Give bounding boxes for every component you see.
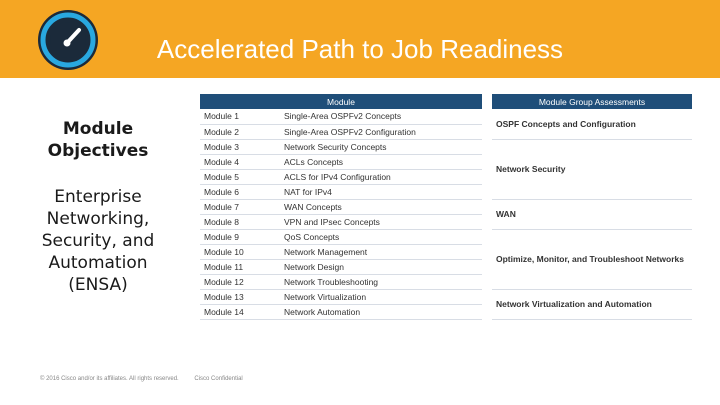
module-number: Module 6 — [200, 184, 280, 199]
module-number: Module 8 — [200, 214, 280, 229]
objectives-heading: Module Objectives — [47, 119, 149, 161]
module-number: Module 4 — [200, 154, 280, 169]
column-gap — [482, 229, 492, 244]
confidential-text: Cisco Confidential — [194, 376, 243, 382]
module-number: Module 2 — [200, 124, 280, 139]
module-name: NAT for IPv4 — [280, 184, 482, 199]
module-number: Module 9 — [200, 229, 280, 244]
module-name: Network Virtualization — [280, 289, 482, 304]
table-body — [200, 109, 692, 319]
column-gap — [482, 199, 492, 214]
table-row — [200, 199, 692, 214]
module-number: Module 13 — [200, 289, 280, 304]
module-number: Module 14 — [200, 304, 280, 319]
column-gap — [482, 259, 492, 274]
column-gap — [482, 184, 492, 199]
column-gap — [482, 304, 492, 319]
assessment-group: WAN — [492, 199, 692, 229]
column-gap — [482, 214, 492, 229]
module-number: Module 12 — [200, 274, 280, 289]
assessment-column-header: Module Group Assessments — [492, 94, 692, 109]
assessment-group: OSPF Concepts and Configuration — [492, 109, 692, 139]
module-number: Module 1 — [200, 109, 280, 124]
header-gap — [482, 94, 492, 109]
module-number: Module 3 — [200, 139, 280, 154]
module-name: Network Management — [280, 244, 482, 259]
module-number: Module 10 — [200, 244, 280, 259]
module-name: Single-Area OSPFv2 Configuration — [280, 124, 482, 139]
assessment-group: Network Security — [492, 139, 692, 199]
table-row — [200, 289, 692, 304]
table-header-row — [200, 94, 692, 109]
table-row — [200, 229, 692, 244]
module-name: Network Troubleshooting — [280, 274, 482, 289]
column-gap — [482, 124, 492, 139]
table-row — [200, 139, 692, 154]
module-name: Network Automation — [280, 304, 482, 319]
footer — [40, 376, 257, 382]
module-name: VPN and IPsec Concepts — [280, 214, 482, 229]
column-gap — [482, 139, 492, 154]
module-name: ACLS for IPv4 Configuration — [280, 169, 482, 184]
column-gap — [482, 274, 492, 289]
course-title: Enterprise Networking, Security, and Automation (ENSA) — [41, 187, 155, 295]
assessment-group: Optimize, Monitor, and Troubleshoot Networks — [492, 229, 692, 289]
module-number: Module 11 — [200, 259, 280, 274]
module-name: QoS Concepts — [280, 229, 482, 244]
assessment-group: Network Virtualization and Automation — [492, 289, 692, 319]
module-number: Module 7 — [200, 199, 280, 214]
column-gap — [482, 289, 492, 304]
page-title: Accelerated Path to Job Readiness — [156, 34, 564, 64]
copyright-text: © 2016 Cisco and/or its affiliates. All rights reserved. — [40, 376, 179, 382]
module-name: Network Design — [280, 259, 482, 274]
left-column — [28, 112, 168, 296]
module-name: WAN Concepts — [280, 199, 482, 214]
module-name: Single-Area OSPFv2 Concepts — [280, 109, 482, 124]
column-gap — [482, 244, 492, 259]
module-number: Module 5 — [200, 169, 280, 184]
column-gap — [482, 109, 492, 124]
column-gap — [482, 169, 492, 184]
table-row — [200, 109, 692, 124]
module-name: ACLs Concepts — [280, 154, 482, 169]
modules-table — [200, 94, 692, 320]
header-banner — [0, 0, 720, 78]
module-column-header: Module — [200, 94, 482, 109]
module-name: Network Security Concepts — [280, 139, 482, 154]
column-gap — [482, 154, 492, 169]
